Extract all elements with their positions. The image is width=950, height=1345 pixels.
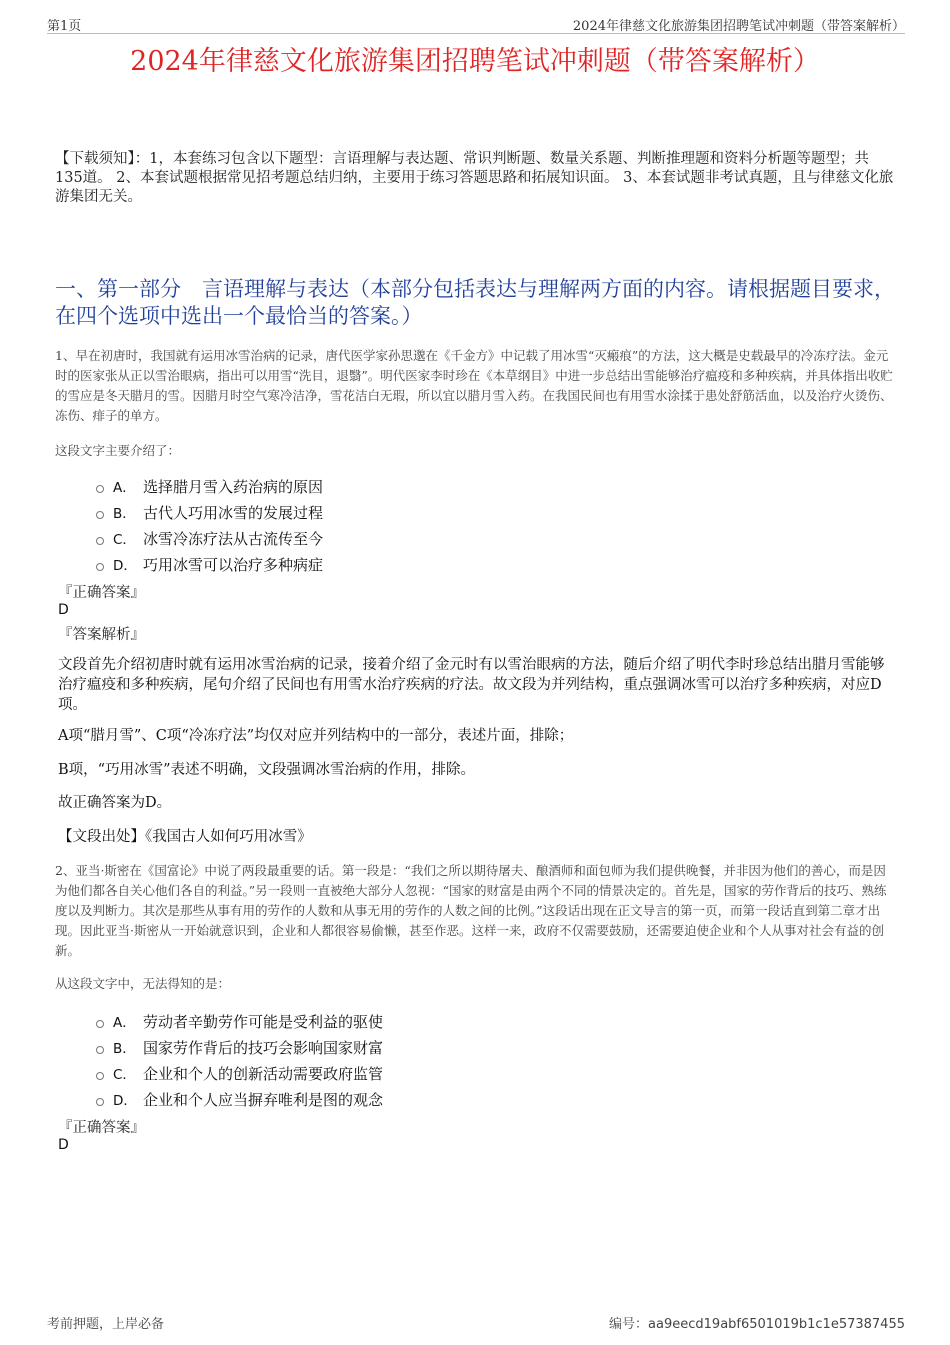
option-letter: D． [113, 1093, 137, 1109]
question-1-option-b[interactable] [96, 499, 596, 525]
question-2-option-a[interactable] [96, 1008, 596, 1034]
option-text: 冰雪冷冻疗法从古流传至今 [143, 529, 324, 548]
radio-icon[interactable] [96, 1020, 104, 1028]
footer-code-value: aa9eecd19abf6501019b1c1e57387455 [648, 1317, 905, 1332]
question-1-option-a[interactable] [96, 473, 596, 499]
option-letter: C． [113, 532, 136, 548]
page-number: 第1页 [47, 19, 82, 34]
option-text: 企业和个人应当摒弃唯利是图的观念 [143, 1090, 384, 1109]
radio-icon[interactable] [96, 1098, 104, 1106]
document-title: 2024年律慈文化旅游集团招聘笔试冲刺题（带答案解析） [130, 46, 820, 77]
question-1-analysis-p1: 文段首先介绍初唐时就有运用冰雪治病的记录，接着介绍了金元时有以雪治眼病的方法，随后介绍了明代李时珍总结出腊月雪能够治疗瘟疫和多种疾病，尾句介绍了民间也有用雪水治疗疾病的疗法。故文段为并列结构，重点强调冰雪可以治疗多种疾病，对应D项。 [58, 657, 885, 713]
question-1-analysis-label: 『答案解析』 [58, 627, 145, 643]
option-text: 选择腊月雪入药治病的原因 [143, 477, 324, 496]
option-letter: B． [113, 1041, 136, 1057]
question-2-option-b[interactable] [96, 1034, 596, 1060]
question-2-options [96, 1008, 596, 1112]
option-text: 劳动者辛勤劳作可能是受利益的驱使 [143, 1012, 384, 1031]
question-1-answer-label: 『正确答案』 [58, 585, 145, 601]
question-2-option-c[interactable] [96, 1060, 596, 1086]
question-1-analysis-p2: A项“腊月雪”、C项“冷冻疗法”均仅对应并列结构中的一部分，表述片面，排除； [58, 728, 574, 744]
question-2-answer-label: 『正确答案』 [58, 1120, 145, 1136]
question-1-analysis-p3: B项，“巧用冰雪”表述不明确，文段强调冰雪治病的作用，排除。 [58, 762, 475, 778]
question-1-option-d[interactable] [96, 551, 596, 577]
radio-icon[interactable] [96, 485, 104, 493]
option-letter: A． [113, 480, 136, 496]
question-1-analysis-p4: 故正确答案为D。 [58, 795, 172, 811]
radio-icon[interactable] [96, 537, 104, 545]
question-1-answer: D [58, 602, 69, 618]
footer-slogan: 考前押题，上岸必备 [47, 1317, 165, 1332]
footer-code-label: 编号： [609, 1317, 649, 1332]
question-2-ask: 从这段文字中，无法得知的是： [55, 976, 231, 991]
section-title: 一、第一部分 言语理解与表达（本部分包括表达与理解两方面的内容。请根据题目要求，在四个选项中选出一个最恰当的答案。） [55, 277, 895, 328]
radio-icon[interactable] [96, 1072, 104, 1080]
question-1-option-c[interactable] [96, 525, 596, 551]
question-1-ask: 这段文字主要介绍了： [55, 443, 181, 458]
radio-icon[interactable] [96, 563, 104, 571]
option-letter: D． [113, 558, 137, 574]
question-2-answer: D [58, 1137, 69, 1153]
radio-icon[interactable] [96, 511, 104, 519]
question-2-option-d[interactable] [96, 1086, 596, 1112]
header-doc-title: 2024年律慈文化旅游集团招聘笔试冲刺题（带答案解析） [572, 19, 905, 34]
question-1-source: 【文段出处】《我国古人如何巧用冰雪》 [58, 829, 312, 845]
option-letter: A． [113, 1015, 136, 1031]
option-letter: B． [113, 506, 136, 522]
question-2-stem: 2、亚当·斯密在《国富论》中说了两段最重要的话。第一段是：“我们之所以期待屠夫、酿酒师和面包师为我们提供晚餐，并非因为他们的善心，而是因为他们都各自关心他们各自的利益。”另一段则一直被绝大部分人忽视：“国家的财富是由两个不同的情景决定的。首先是，国家的劳作背后的技巧、熟练度以及判断力。其次是那些从事有用的劳作的人数和从事无用的劳作的人数之间的比例。”这段话出现在正文导言的第一页，而第一段话直到第二章才出现。因此亚当·斯密从一开始就意识到，企业和人都很容易偷懒，甚至作恶。这样一来，政府不仅需要鼓励，还需要迫使企业和个人从事对社会有益的创新。 [55, 863, 887, 958]
page-header [47, 13, 905, 34]
option-letter: C． [113, 1067, 136, 1083]
option-text: 古代人巧用冰雪的发展过程 [143, 503, 324, 522]
option-text: 国家劳作背后的技巧会影响国家财富 [143, 1038, 384, 1057]
footer-code [609, 1313, 905, 1332]
option-text: 巧用冰雪可以治疗多种病症 [143, 555, 324, 574]
question-1-stem: 1、早在初唐时，我国就有运用冰雪治病的记录，唐代医学家孙思邈在《千金方》中记载了用冰雪“灭瘢痕”的方法，这大概是史载最早的冷冻疗法。金元时的医家张从正以雪治眼病，指出可以用雪“洗目，退翳”。明代医家李时珍在《本草纲目》中进一步总结出雪能够治疗瘟疫和多种疾病，并具体指出收贮的雪应是冬天腊月的雪。因腊月时空气寒冷洁净，雪花洁白无瑕，所以宜以腊月雪入药。在我国民间也有用雪水涂揉于患处舒筋活血，以及治疗火烫伤、冻伤、痱子的单方。 [55, 348, 893, 423]
radio-icon[interactable] [96, 1046, 104, 1054]
download-notice: 【下载须知】：1，本套练习包含以下题型：言语理解与表达题、常识判断题、数量关系题、判断推理题和资料分析题等题型；共135道。 2、本套试题根据常见招考题总结归纳，主要用于练习答题思路和拓展知识面。 3、本套试题非考试真题，且与律慈文化旅游集团无关。 [55, 151, 894, 205]
option-text: 企业和个人的创新活动需要政府监管 [143, 1064, 384, 1083]
question-1-options [96, 473, 596, 577]
